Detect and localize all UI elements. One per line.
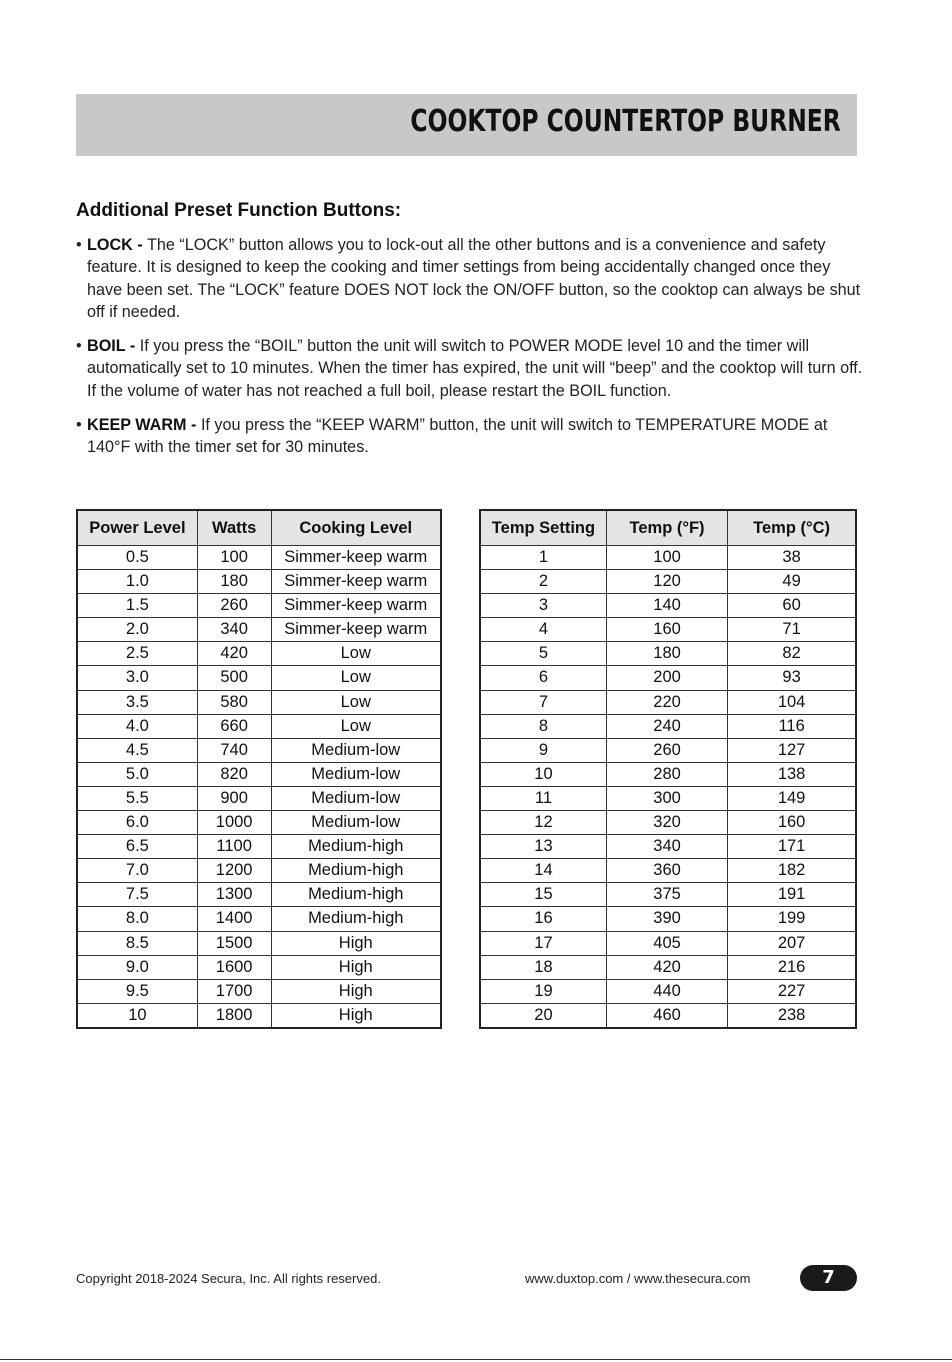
table-row — [480, 955, 856, 979]
table-cell: 3 — [480, 594, 606, 618]
table-row — [480, 762, 856, 786]
table-cell: 7.5 — [77, 883, 197, 907]
table-cell: 420 — [606, 955, 727, 979]
bullet-text: If you press the “BOIL” button the unit will switch to POWER MODE level 10 and the timer will automatically set to 10 minutes. When the timer has expired, the unit will “beep” and the cooktop will turn off. If the volume of water has not reached a full boil, please restart the BOIL function. — [87, 337, 863, 400]
table-row — [77, 690, 441, 714]
bullet-list — [76, 234, 866, 471]
table-cell: 104 — [728, 690, 856, 714]
table-row — [480, 594, 856, 618]
table-cell: 220 — [606, 690, 727, 714]
table-cell: 12 — [480, 811, 606, 835]
table-cell: 227 — [728, 979, 856, 1003]
bullet-term: BOIL - — [87, 337, 136, 356]
table-cell: 191 — [728, 883, 856, 907]
bullet-boil — [76, 335, 866, 402]
table-cell: 140 — [606, 594, 727, 618]
column-header: Temp (°C) — [728, 510, 856, 546]
table-row — [77, 1003, 441, 1028]
table-cell: 1100 — [197, 835, 271, 859]
table-cell: 1800 — [197, 1003, 271, 1028]
table-row — [77, 955, 441, 979]
table-cell: 14 — [480, 859, 606, 883]
table-cell: 405 — [606, 931, 727, 955]
table-cell: 3.0 — [77, 666, 197, 690]
table-cell: Medium-high — [271, 859, 441, 883]
table-cell: Low — [271, 690, 441, 714]
table-cell: Low — [271, 666, 441, 690]
bullet-dot: • — [76, 236, 82, 254]
table-row — [77, 883, 441, 907]
table-row — [480, 1003, 856, 1028]
table-cell: 17 — [480, 931, 606, 955]
table-cell: 280 — [606, 762, 727, 786]
table-cell: 3.5 — [77, 690, 197, 714]
table-cell: 149 — [728, 786, 856, 810]
table-cell: High — [271, 931, 441, 955]
page-number-badge: 7 — [800, 1265, 857, 1291]
table-cell: 390 — [606, 907, 727, 931]
column-header: Watts — [197, 510, 271, 546]
bullet-text: The “LOCK” button allows you to lock-out all the other buttons and is a convenience and safety feature. It is designed to keep the cooking and timer settings from being accidentally changed once they have been set. The “LOCK” feature DOES NOT lock the ON/OFF button, so the cooktop can always be shut off if needed. — [87, 236, 861, 321]
bottom-divider — [0, 1359, 952, 1360]
table-cell: 580 — [197, 690, 271, 714]
power-level-table — [76, 509, 442, 1029]
table-cell: 1 — [480, 546, 606, 570]
table-cell: Simmer-keep warm — [271, 546, 441, 570]
table-cell: 38 — [728, 546, 856, 570]
table-cell: 180 — [197, 570, 271, 594]
page-title: COOKTOP COUNTERTOP BURNER — [410, 104, 841, 139]
table-cell: 460 — [606, 1003, 727, 1028]
table-row — [77, 714, 441, 738]
table-cell: 120 — [606, 570, 727, 594]
table-cell: 4.5 — [77, 738, 197, 762]
table-row — [480, 570, 856, 594]
table-cell: 15 — [480, 883, 606, 907]
table-cell: 138 — [728, 762, 856, 786]
table-cell: 375 — [606, 883, 727, 907]
column-header: Temp Setting — [480, 510, 606, 546]
table-row — [480, 931, 856, 955]
table-cell: 360 — [606, 859, 727, 883]
column-header: Power Level — [77, 510, 197, 546]
bullet-term: LOCK - — [87, 236, 143, 254]
table-cell: 260 — [197, 594, 271, 618]
table-cell: 82 — [728, 642, 856, 666]
table-cell: 11 — [480, 786, 606, 810]
table-cell: 1000 — [197, 811, 271, 835]
table-cell: 1600 — [197, 955, 271, 979]
column-header: Cooking Level — [271, 510, 441, 546]
table-cell: 182 — [728, 859, 856, 883]
table-cell: 7.0 — [77, 859, 197, 883]
table-cell: 820 — [197, 762, 271, 786]
section-heading: Additional Preset Function Buttons: — [76, 200, 402, 221]
table-cell: 740 — [197, 738, 271, 762]
table-cell: 4.0 — [77, 714, 197, 738]
table-cell: 93 — [728, 666, 856, 690]
website-links: www.duxtop.com / www.thesecura.com — [525, 1271, 751, 1286]
bullet-text: If you press the “KEEP WARM” button, the unit will switch to TEMPERATURE MODE at 140°F with the timer set for 30 minutes. — [87, 416, 828, 457]
table-cell: 216 — [728, 955, 856, 979]
table-cell: 19 — [480, 979, 606, 1003]
table-row — [77, 666, 441, 690]
table-cell: Medium-high — [271, 907, 441, 931]
table-cell: 9 — [480, 738, 606, 762]
table-cell: 340 — [606, 835, 727, 859]
table-cell: 207 — [728, 931, 856, 955]
table-cell: 8.5 — [77, 931, 197, 955]
table-cell: 5.0 — [77, 762, 197, 786]
table-cell: 1200 — [197, 859, 271, 883]
table-row — [77, 811, 441, 835]
table-cell: 199 — [728, 907, 856, 931]
table-row — [480, 618, 856, 642]
table-cell: 420 — [197, 642, 271, 666]
table-cell: 2.5 — [77, 642, 197, 666]
table-row — [77, 738, 441, 762]
table-cell: 16 — [480, 907, 606, 931]
table-cell: 2.0 — [77, 618, 197, 642]
table-cell: 900 — [197, 786, 271, 810]
table-row — [480, 786, 856, 810]
table-cell: 100 — [606, 546, 727, 570]
table-cell: 238 — [728, 1003, 856, 1028]
table-cell: 1.0 — [77, 570, 197, 594]
table-cell: 5 — [480, 642, 606, 666]
table-row — [480, 979, 856, 1003]
column-header: Temp (°F) — [606, 510, 727, 546]
table-cell: Simmer-keep warm — [271, 618, 441, 642]
table-cell: 0.5 — [77, 546, 197, 570]
table-cell: 660 — [197, 714, 271, 738]
table-cell: 9.0 — [77, 955, 197, 979]
table-row — [77, 642, 441, 666]
table-cell: 71 — [728, 618, 856, 642]
table-row — [480, 835, 856, 859]
table-row — [77, 979, 441, 1003]
bullet-dot: • — [76, 416, 82, 435]
table-cell: 1500 — [197, 931, 271, 955]
table-cell: 8 — [480, 714, 606, 738]
table-cell: Medium-low — [271, 762, 441, 786]
table-cell: 60 — [728, 594, 856, 618]
table-cell: 6.0 — [77, 811, 197, 835]
table-header-row — [480, 510, 856, 546]
table-cell: 8.0 — [77, 907, 197, 931]
table-cell: 116 — [728, 714, 856, 738]
table-row — [77, 835, 441, 859]
table-cell: 300 — [606, 786, 727, 810]
table-row — [480, 738, 856, 762]
table-cell: Medium-low — [271, 738, 441, 762]
table-header-row — [77, 510, 441, 546]
table-cell: 160 — [728, 811, 856, 835]
table-row — [77, 786, 441, 810]
table-cell: 4 — [480, 618, 606, 642]
table-row — [77, 907, 441, 931]
table-cell: 2 — [480, 570, 606, 594]
table-row — [480, 811, 856, 835]
table-cell: 1400 — [197, 907, 271, 931]
table-row — [77, 931, 441, 955]
table-cell: 20 — [480, 1003, 606, 1028]
table-cell: 500 — [197, 666, 271, 690]
table-row — [77, 618, 441, 642]
table-row — [480, 642, 856, 666]
table-row — [77, 859, 441, 883]
table-cell: 6 — [480, 666, 606, 690]
table-row — [480, 907, 856, 931]
table-cell: Low — [271, 642, 441, 666]
table-cell: 127 — [728, 738, 856, 762]
table-cell: 320 — [606, 811, 727, 835]
table-cell: 10 — [480, 762, 606, 786]
table-cell: 180 — [606, 642, 727, 666]
table-cell: 1.5 — [77, 594, 197, 618]
table-row — [480, 690, 856, 714]
table-cell: 18 — [480, 955, 606, 979]
table-cell: 260 — [606, 738, 727, 762]
table-row — [77, 546, 441, 570]
table-cell: 5.5 — [77, 786, 197, 810]
table-cell: Medium-low — [271, 786, 441, 810]
header-band — [76, 94, 857, 156]
table-cell: 200 — [606, 666, 727, 690]
temperature-table — [479, 509, 857, 1029]
table-row — [480, 859, 856, 883]
table-cell: High — [271, 1003, 441, 1028]
bullet-keep-warm — [76, 414, 866, 459]
table-row — [480, 883, 856, 907]
table-cell: 10 — [77, 1003, 197, 1028]
table-row — [480, 546, 856, 570]
table-cell: Low — [271, 714, 441, 738]
table-cell: 49 — [728, 570, 856, 594]
table-cell: Medium-high — [271, 835, 441, 859]
table-cell: 340 — [197, 618, 271, 642]
bullet-lock — [76, 234, 866, 323]
table-row — [77, 762, 441, 786]
table-cell: 9.5 — [77, 979, 197, 1003]
table-cell: 240 — [606, 714, 727, 738]
table-cell: 440 — [606, 979, 727, 1003]
table-cell: High — [271, 979, 441, 1003]
table-cell: 1300 — [197, 883, 271, 907]
table-cell: Medium-high — [271, 883, 441, 907]
table-cell: 7 — [480, 690, 606, 714]
table-row — [77, 570, 441, 594]
bullet-dot: • — [76, 337, 82, 356]
table-cell: Simmer-keep warm — [271, 570, 441, 594]
table-cell: High — [271, 955, 441, 979]
table-cell: Medium-low — [271, 811, 441, 835]
table-cell: 6.5 — [77, 835, 197, 859]
table-cell: 1700 — [197, 979, 271, 1003]
bullet-term: KEEP WARM - — [87, 416, 197, 435]
table-row — [77, 594, 441, 618]
table-cell: 100 — [197, 546, 271, 570]
table-cell: 160 — [606, 618, 727, 642]
table-row — [480, 666, 856, 690]
table-cell: Simmer-keep warm — [271, 594, 441, 618]
copyright-text: Copyright 2018-2024 Secura, Inc. All rights reserved. — [76, 1271, 381, 1286]
table-row — [480, 714, 856, 738]
table-cell: 171 — [728, 835, 856, 859]
table-cell: 13 — [480, 835, 606, 859]
